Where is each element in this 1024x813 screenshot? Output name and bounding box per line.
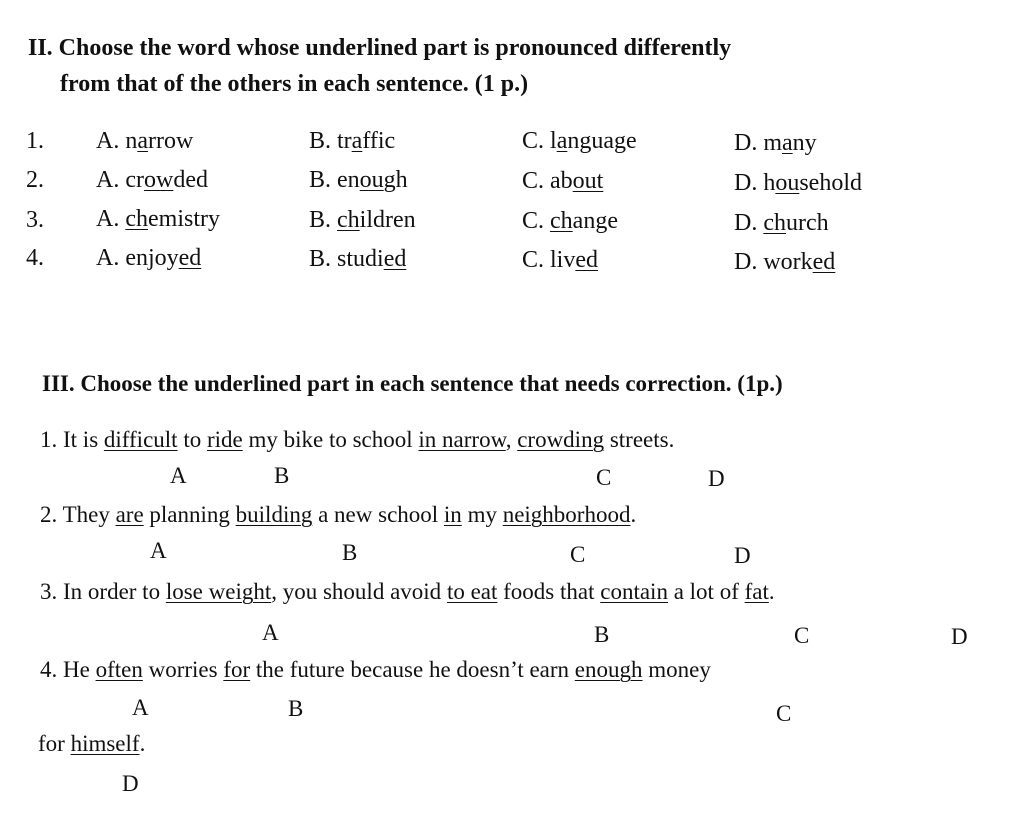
option-d: D. church bbox=[734, 210, 829, 236]
correction-sentence-1: 1. It is difficult to ride my bike to school in narrow, crowding streets. bbox=[40, 427, 675, 452]
option-c: C. about bbox=[522, 168, 604, 194]
choice-label-a: A bbox=[150, 538, 167, 563]
option-b: B. traffic bbox=[309, 128, 396, 154]
correction-sentence-4-continued: for himself. bbox=[38, 731, 146, 756]
option-d: D. worked bbox=[734, 249, 836, 275]
choice-label-c: C bbox=[570, 542, 586, 567]
choice-label-b: B bbox=[274, 463, 290, 488]
option-d: D. household bbox=[734, 170, 863, 196]
choice-label-a: A bbox=[132, 695, 149, 720]
choice-label-c: C bbox=[776, 701, 792, 726]
option-a: A. crowded bbox=[96, 167, 208, 193]
option-d: D. many bbox=[734, 130, 817, 156]
choice-label-d: D bbox=[708, 466, 725, 491]
correction-sentence-3: 3. In order to lose weight, you should avoid to eat foods that contain a lot of fat. bbox=[40, 579, 775, 604]
section-2-heading-line-2: from that of the others in each sentence. (1 p.) bbox=[60, 71, 529, 97]
correction-sentence-2: 2. They are planning building a new school in my neighborhood. bbox=[40, 502, 637, 527]
question-number: 4. bbox=[26, 245, 44, 271]
choice-label-d: D bbox=[951, 624, 968, 649]
section-3-heading: III. Choose the underlined part in each sentence that needs correction. (1p.) bbox=[42, 371, 783, 396]
option-a: A. narrow bbox=[96, 128, 194, 154]
section-2-heading: II. Choose the word whose underlined part is pronounced differently bbox=[28, 35, 732, 61]
option-a: A. chemistry bbox=[96, 206, 220, 232]
choice-label-a: A bbox=[170, 463, 187, 488]
choice-label-d: D bbox=[122, 771, 139, 796]
choice-label-b: B bbox=[288, 696, 304, 721]
choice-label-c: C bbox=[596, 465, 612, 490]
choice-label-a: A bbox=[262, 620, 279, 645]
choice-label-b: B bbox=[594, 622, 610, 647]
question-number: 1. bbox=[26, 128, 44, 154]
option-c: C. lived bbox=[522, 247, 598, 273]
question-number: 3. bbox=[26, 207, 44, 233]
choice-label-b: B bbox=[342, 540, 358, 565]
option-a: A. enjoyed bbox=[96, 245, 202, 271]
choice-label-d: D bbox=[734, 543, 751, 568]
option-c: C. change bbox=[522, 208, 618, 234]
option-b: B. children bbox=[309, 207, 416, 233]
correction-sentence-4: 4. He often worries for the future because he doesn’t earn enough money bbox=[40, 657, 711, 682]
option-b: B. enough bbox=[309, 167, 408, 193]
choice-label-c: C bbox=[794, 623, 810, 648]
option-b: B. studied bbox=[309, 246, 407, 272]
question-number: 2. bbox=[26, 167, 44, 193]
option-c: C. language bbox=[522, 128, 637, 154]
